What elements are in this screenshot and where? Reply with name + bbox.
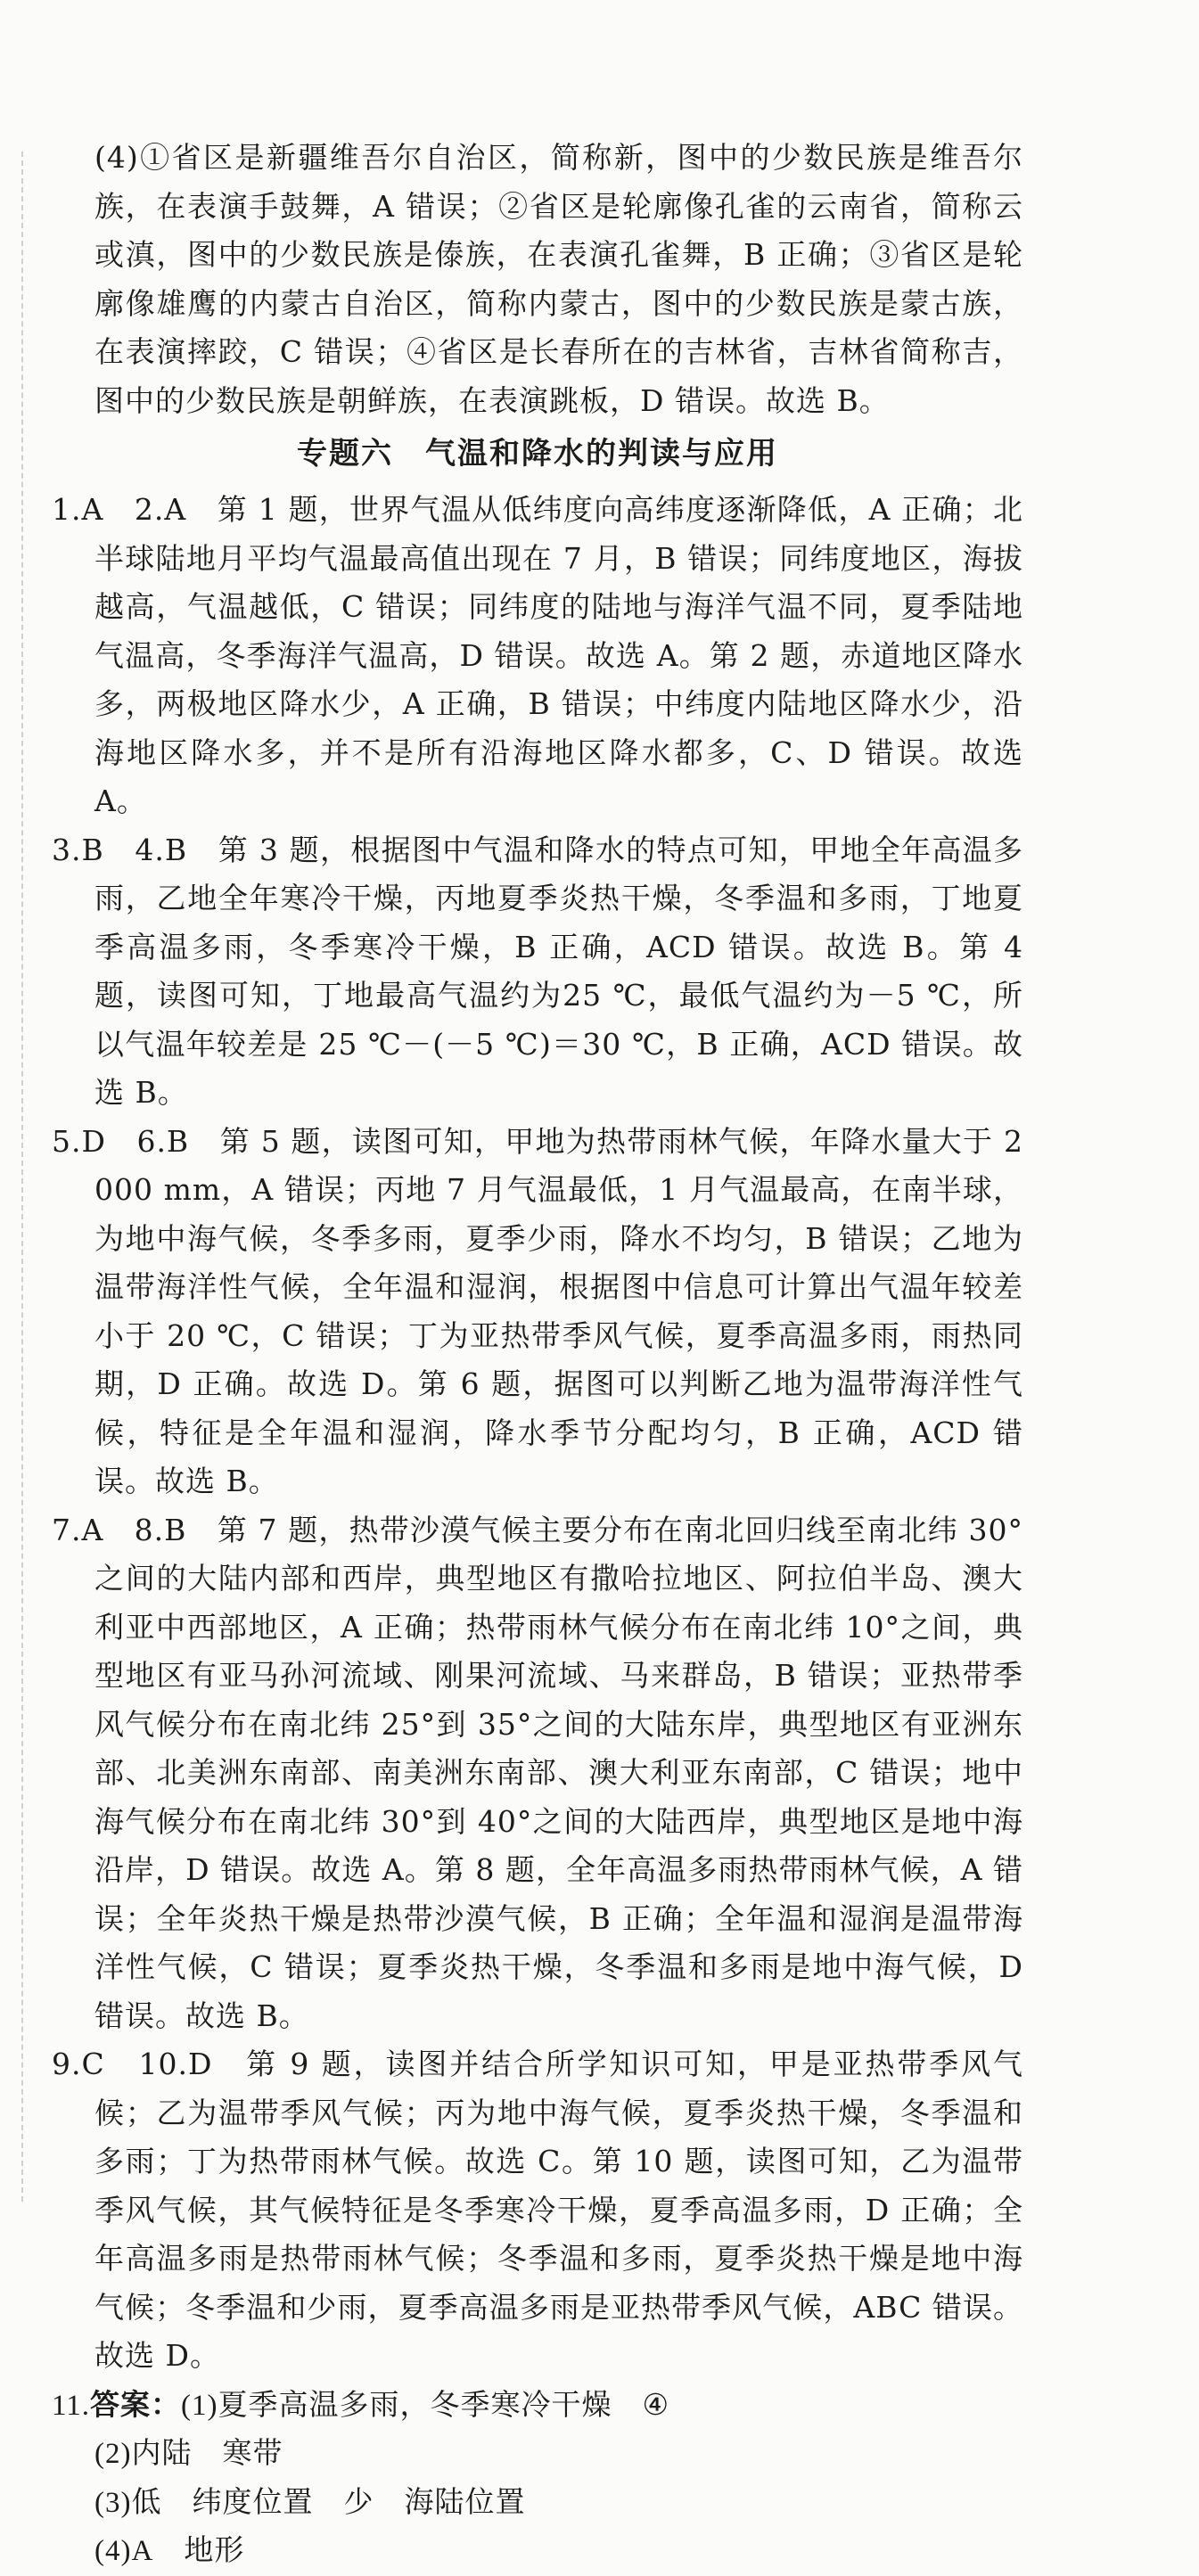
answer-11-part2-b: 寒带 [222,2438,283,2470]
answer-11-part2: (2)内陆 [94,2438,193,2470]
answer-11-part1-choice: ④ [642,2389,670,2422]
answer-11-part1: (1)夏季高温多雨，冬季寒冷干燥 [181,2389,612,2422]
answer-page [52,134,1023,2576]
answer-11-number: 11. [52,2389,91,2422]
answer-11-part3-d: 海陆位置 [404,2486,526,2519]
answer-5-6: 5.D 6.B 第 5 题，读图可知，甲地为热带雨林气候，年降水量大于 2 000 mm，A 错误；丙地 7 月气温最低，1 月气温最高，在南半球，为地中海气候，冬季多雨，夏季少雨，降水不均匀，B 错误；乙地为温带海洋性气候，全年温和湿润，根据图中信息可计算出气温年较差小于 20 ℃，C 错误；丁为亚热带季风气候，夏季高温多雨，雨热同期，D 正确。故选 D。第 6 题，据图可以判断乙地为温带海洋性气候，特征是全年温和湿润，降水季节分配均匀，B 正确，ACD 错误。故选 B。 [52,1123,1023,1498]
answer-11-part3-c: 少 [343,2486,374,2519]
answer-7-8: 7.A 8.B 第 7 题，热带沙漠气候主要分布在南北回归线至南北纬 30°之间的大陆内部和西岸，典型地区有撒哈拉地区、阿拉伯半岛、澳大利亚中西部地区，A 正确；热带雨林气候分布在南北纬 10°之间，典型地区有亚马孙河流域、刚果河流域、马来群岛，B 错误；亚热带季风气候分布在南北纬 25°到 35°之间的大陆东岸，典型地区有亚洲东部、北美洲东南部、南美洲东南部、澳大利亚东南部，C 错误；地中海气候分布在南北纬 30°到 40°之间的大陆西岸，典型地区是地中海沿岸，D 错误。故选 A。第 8 题，全年高温多雨热带雨林气候，A 错误；全年炎热干燥是热带沙漠气候，B 正确；全年温和湿润是温带海洋性气候，C 错误；夏季炎热干燥，冬季温和多雨是地中海气候，D 错误。故选 B。 [52,1512,1023,2033]
answer-9-10: 9.C 10.D 第 9 题，读图并结合所学知识可知，甲是亚热带季风气候；乙为温带季风气候；丙为地中海气候，夏季炎热干燥，冬季温和多雨；丁为热带雨林气候。故选 C。第 10 题，读图可知，乙为温带季风气候，其气候特征是冬季寒冷干燥，夏季高温多雨，D 正确；全年高温多雨是热带雨林气候；冬季温和多雨，夏季炎热干燥是地中海气候；冬季温和少雨，夏季高温多雨是亚热带季风气候，ABC 错误。故选 D。 [52,2047,1023,2373]
answer-11 [52,2381,1023,2576]
answer-11-part4: (4)A [94,2535,154,2567]
intro-paragraph: (4)①省区是新疆维吾尔自治区，简称新，图中的少数民族是维吾尔族，在表演手鼓舞，A 错误；②省区是轮廓像孔雀的云南省，简称云或滇，图中的少数民族是傣族，在表演孔雀舞，B 正确；③省区是轮廓像雄鹰的内蒙古自治区，简称内蒙古，图中的少数民族是蒙古族，在表演摔跤，C 错误；④省区是长春所在的吉林省，吉林省简称吉，图中的少数民族是朝鲜族，在表演跳板，D 错误。故选 B。 [94,140,1023,418]
answer-1-2: 1.A 2.A 第 1 题，世界气温从低纬度向高纬度逐渐降低，A 正确；北半球陆地月平均气温最高值出现在 7 月，B 错误；同纬度地区，海拔越高，气温越低，C 错误；同纬度的陆地与海洋气温不同，夏季陆地气温高，冬季海洋气温高，D 错误。故选 A。第 2 题，赤道地区降水多，两极地区降水少，A 正确，B 错误；中纬度内陆地区降水少，沿海地区降水多，并不是所有沿海地区降水都多，C、D 错误。故选 A。 [52,492,1023,818]
answer-11-part3-b: 纬度位置 [192,2486,314,2519]
answer-label: 答案： [90,2386,182,2422]
answer-11-part3: (3)低 [94,2486,162,2519]
margin-dashed-line [21,152,23,2202]
answer-11-part4-b: 地形 [184,2535,245,2567]
answer-3-4: 3.B 4.B 第 3 题，根据图中气温和降水的特点可知，甲地全年高温多雨，乙地全年寒冷干燥，丙地夏季炎热干燥，冬季温和多雨，丁地夏季高温多雨，冬季寒冷干燥，B 正确，ACD 错误。故选 B。第 4 题，读图可知，丁地最高气温约为25 ℃，最低气温约为－5 ℃，所以气温年较差是 25 ℃－(－5 ℃)＝30 ℃，B 正确，ACD 错误。故选 B。 [52,832,1023,1110]
section-title: 专题六 气温和降水的判读与应用 [297,436,778,472]
